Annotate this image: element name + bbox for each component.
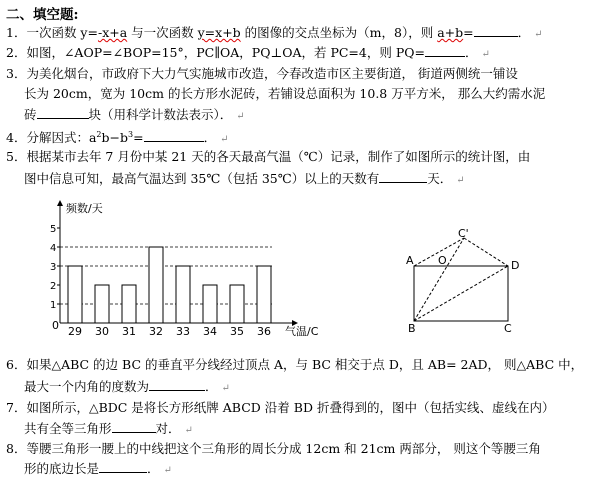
bar bbox=[257, 266, 271, 323]
question-4: 4．分解因式：$a^2b-b^3=$ ． ↵ bbox=[6, 130, 229, 146]
question-5-line-1: 5．根据某市去年 7 月份中某 21 天的各天最高气温（℃）记录，制作了如图所示的统计图，由 bbox=[6, 149, 531, 164]
y-tick-label: 5 bbox=[50, 224, 57, 235]
diagonal-bd bbox=[414, 266, 508, 321]
section-title: 二、填空题: bbox=[6, 7, 79, 23]
bar bbox=[203, 285, 217, 323]
x-tick-label: 29 bbox=[68, 325, 82, 338]
question-8-line-1: 8．等腰三角形一腰上的中线把这个三角形的周长分成 12cm 和 21cm 两部分， 则这个等腰三角 bbox=[6, 441, 541, 456]
question-3-line-3: 砖 块（用科学计数法表示）． ↵ bbox=[24, 107, 245, 122]
label-o: O bbox=[438, 254, 447, 267]
y-axis-label: 频数/天 bbox=[66, 202, 103, 215]
x-axis-label: 气温/C bbox=[285, 325, 319, 338]
x-tick-label: 32 bbox=[149, 325, 163, 338]
x-tick-label: 36 bbox=[257, 325, 271, 338]
label-c: C bbox=[504, 322, 512, 335]
answer-blank-5[interactable] bbox=[379, 170, 427, 183]
x-tick-label: 33 bbox=[176, 325, 190, 338]
question-3-line-1: 3．为美化烟台，市政府下大力气实施城市改造，今春改造市区主要街道， 街道两侧统一铺设 bbox=[6, 66, 518, 81]
label-d: D bbox=[511, 259, 520, 272]
bar bbox=[230, 285, 244, 323]
bar bbox=[68, 266, 82, 323]
bar bbox=[122, 285, 136, 323]
y-tick-label: 3 bbox=[50, 262, 57, 273]
temperature-frequency-chart bbox=[40, 198, 340, 338]
question-7-line-1: 7．如图所示，△BDC 是将长方形纸牌 ABCD 沿着 BD 折叠得到的，图中（包括实线、虚线在内） bbox=[6, 400, 555, 415]
origin-label: 0 bbox=[52, 319, 59, 332]
answer-blank-3[interactable] bbox=[37, 106, 89, 119]
answer-blank-6[interactable] bbox=[149, 378, 205, 391]
bar bbox=[176, 266, 190, 323]
question-1: 1．一次函数 y=-x+a 与一次函数 y=x+b 的图像的交点坐标为（m，8），则 a+b= ． ↵ bbox=[6, 25, 543, 40]
x-tick-label: 31 bbox=[122, 325, 136, 338]
label-c-prime: C' bbox=[458, 227, 469, 240]
answer-blank-8[interactable] bbox=[99, 460, 147, 473]
y-tick-label: 1 bbox=[50, 300, 57, 311]
bar bbox=[95, 285, 109, 323]
answer-blank-7[interactable] bbox=[112, 420, 156, 433]
bar bbox=[149, 247, 163, 323]
question-5-line-2: 图中信息可知，最高气温达到 35℃（包括 35℃）以上的天数有 天． ↵ bbox=[24, 171, 465, 186]
answer-blank-4[interactable] bbox=[144, 129, 204, 142]
x-tick-label: 34 bbox=[203, 325, 217, 338]
y-tick-label: 2 bbox=[50, 281, 57, 292]
fold-figure bbox=[400, 226, 540, 344]
label-a: A bbox=[406, 254, 414, 267]
question-7-line-2: 共有全等三角形 对． ↵ bbox=[24, 421, 193, 436]
segment-c-prime-d bbox=[464, 238, 508, 266]
question-8-line-2: 形的底边长是 ． ↵ bbox=[24, 461, 172, 476]
question-3-line-2: 长为 20cm，宽为 10cm 的长方形水泥砖，若铺设总面积为 10.8 万平方米， 那么大约需水泥 bbox=[24, 86, 546, 101]
label-b: B bbox=[408, 322, 416, 335]
answer-blank-1[interactable] bbox=[474, 24, 518, 37]
y-axis-arrow bbox=[57, 200, 63, 206]
question-6-line-2: 最大一个内角的度数为 ． ↵ bbox=[24, 379, 230, 394]
x-tick-label: 30 bbox=[95, 325, 109, 338]
answer-blank-2[interactable] bbox=[425, 44, 465, 57]
x-tick-label: 35 bbox=[230, 325, 244, 338]
question-2: 2．如图，∠AOP=∠BOP=15°，PC∥OA，PQ⊥OA，若 PC=4，则 PQ= ． ↵ bbox=[6, 45, 490, 60]
segment-bc-prime bbox=[414, 238, 464, 321]
y-tick-label: 4 bbox=[50, 243, 57, 254]
question-6-line-1: 6．如果△ABC 的边 BC 的垂直平分线经过顶点 A，与 BC 相交于点 D，且 AB= 2AD， 则△ABC 中， bbox=[6, 357, 584, 372]
